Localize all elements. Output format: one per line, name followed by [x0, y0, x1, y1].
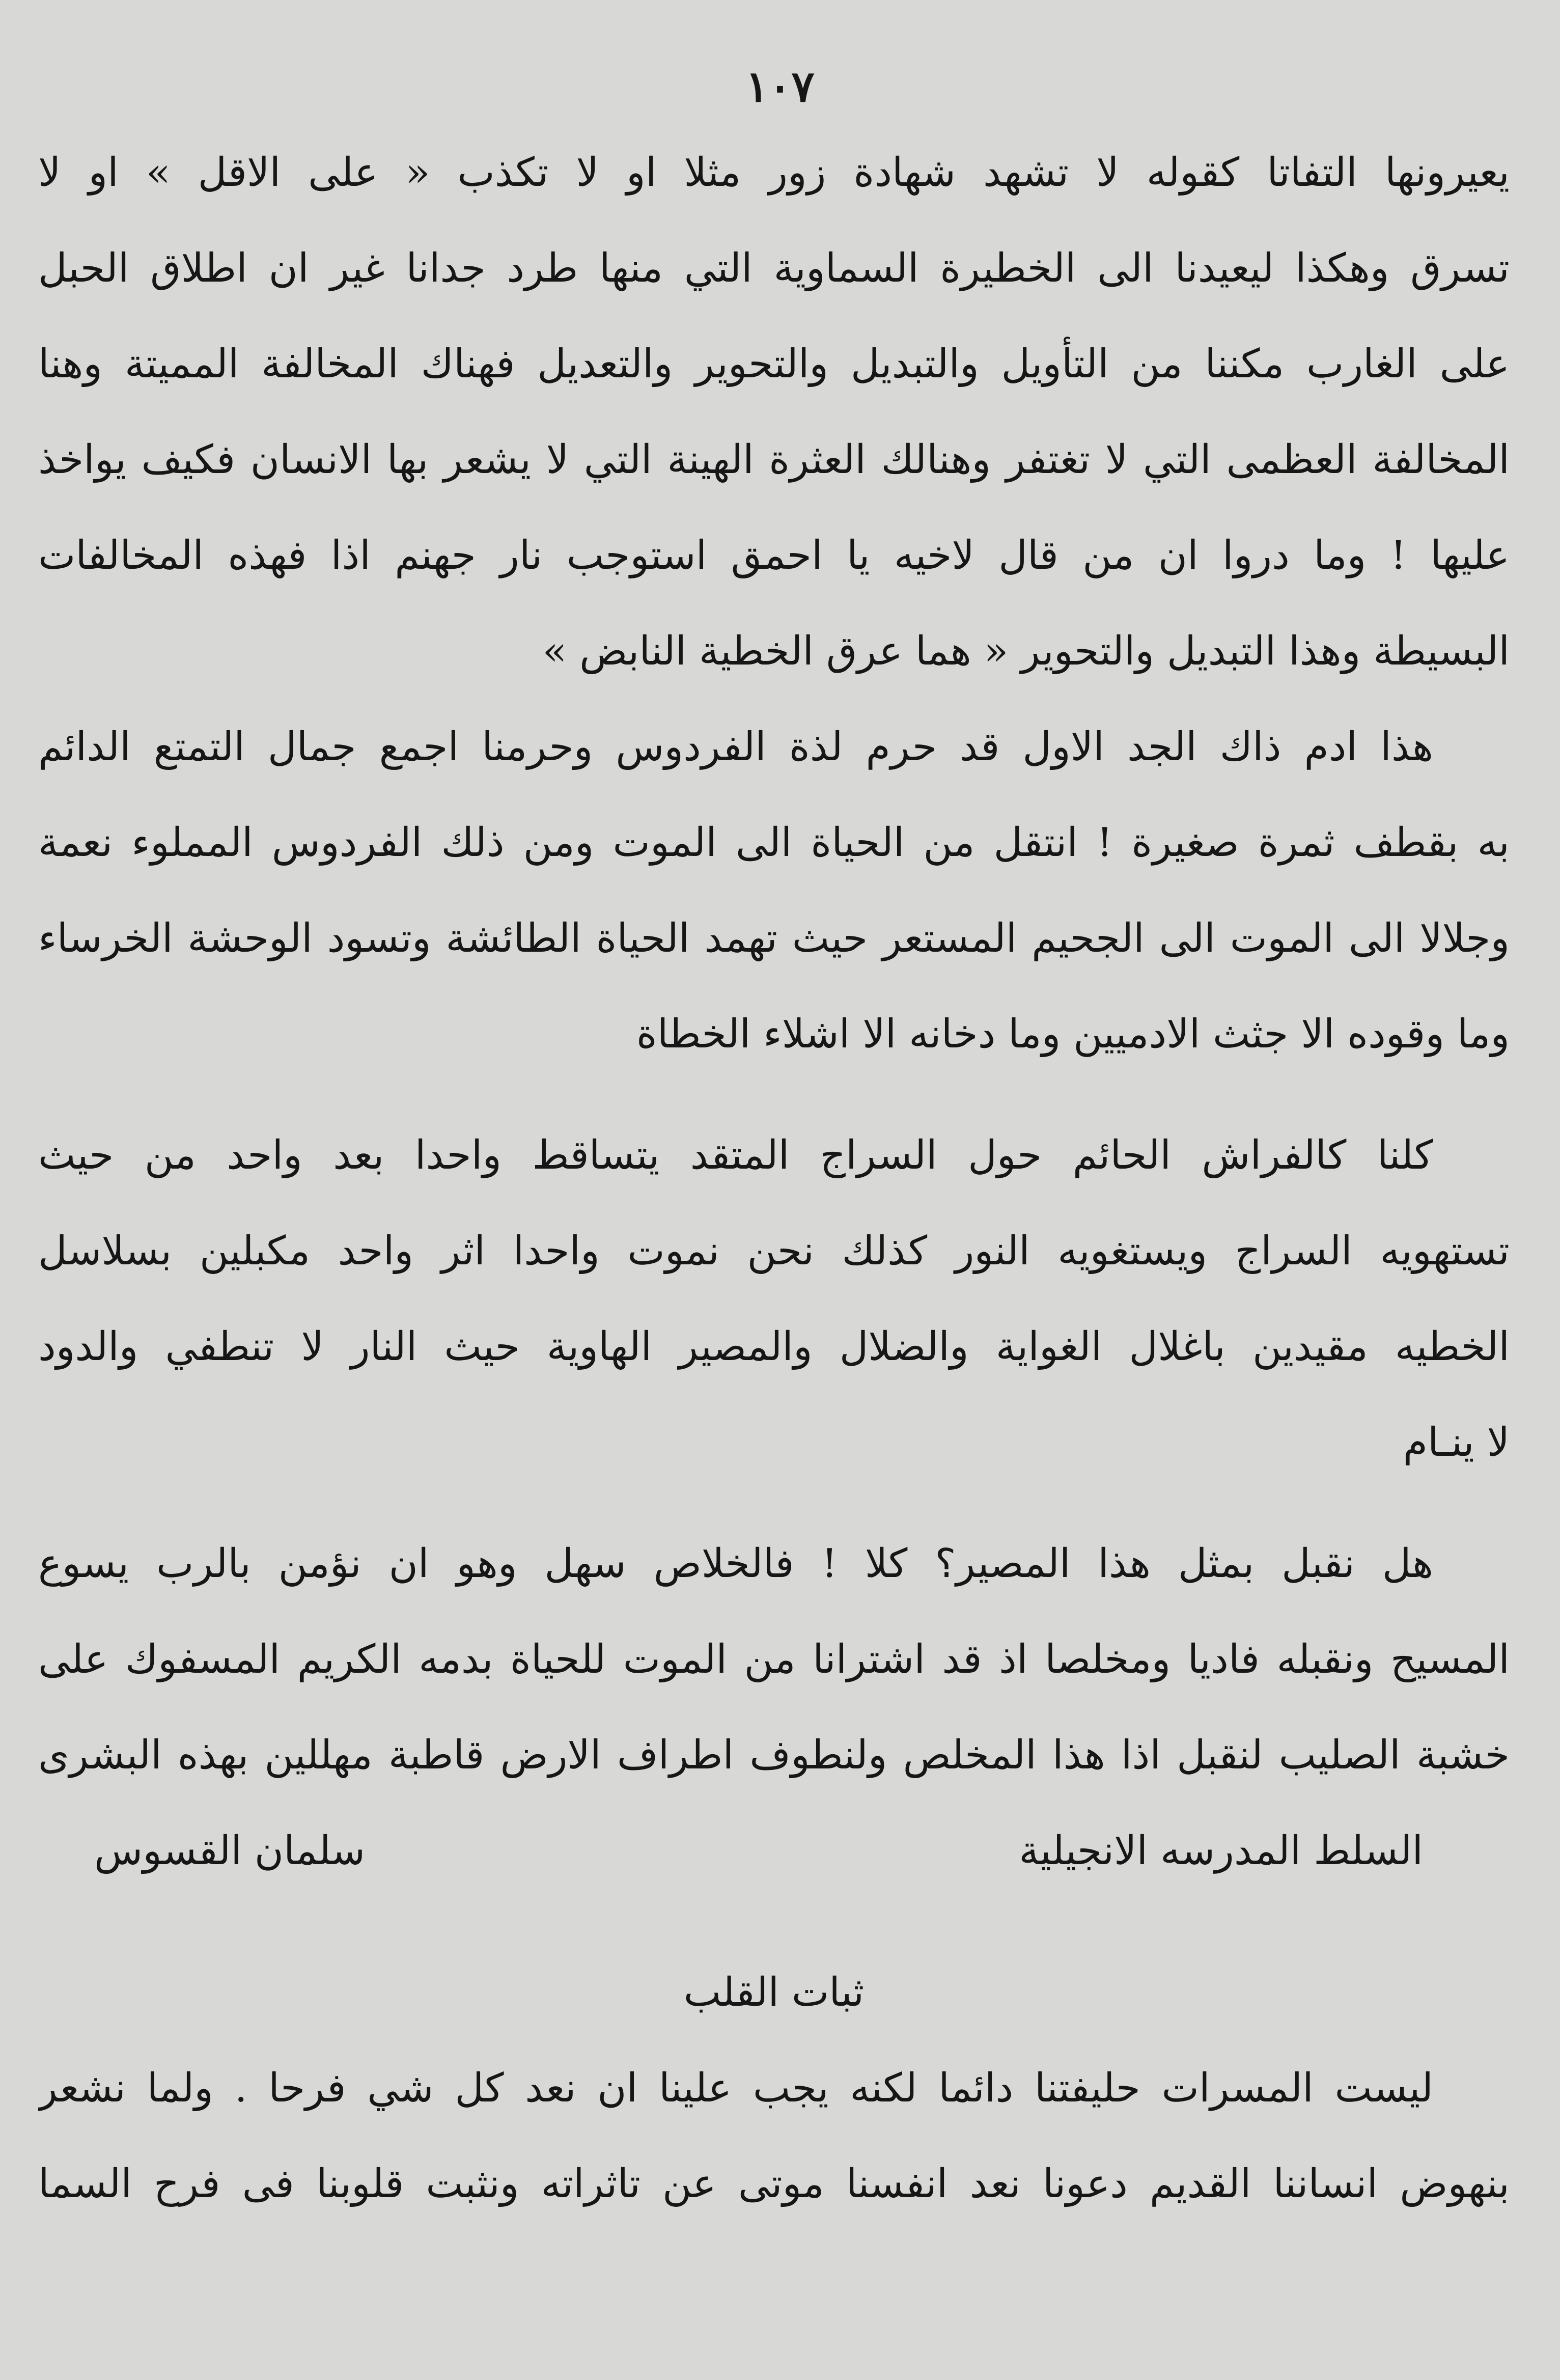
text-line: البسيطة وهذا التبديل والتحوير « هما عرق الخطية النابض »: [542, 628, 1510, 674]
signature-author: سلمان القسوس: [94, 1828, 366, 1874]
text-line: عليها ! وما دروا ان من قال لاخيه يا احمق استوجب نار جهنم اذا فهذه المخالفات: [38, 533, 1510, 578]
text-line: المسيح ونقبله فاديا ومخلصا اذ قد اشترانا من الموت للحياة بدمه الكريم المسفوك على: [38, 1637, 1510, 1682]
text-line: تسرق وهكذا ليعيدنا الى الخطيرة السماوية التي منها طرد جدانا غير ان اطلاق الحبل: [38, 245, 1510, 291]
text-line: على الغارب مكننا من التأويل والتبديل والتحوير والتعديل فهناك المخالفة المميتة وهنا: [38, 341, 1510, 387]
text-line: به بقطف ثمرة صغيرة ! انتقل من الحياة الى الموت ومن ذلك الفردوس المملوء نعمة: [38, 820, 1510, 866]
text-line: وما وقوده الا جثث الادميين وما دخانه الا اشلاء الخطاة: [636, 1011, 1510, 1057]
text-line: الخطيه مقيدين باغلال الغواية والضلال والمصير الهاوية حيث النار لا تنطفي والدود: [38, 1324, 1510, 1370]
text-line: لا ينـام: [1403, 1420, 1510, 1465]
text-line: خشبة الصليب لنقبل اذا هذا المخلص ولنطوف اطراف الارض قاطبة مهللين بهذه البشرى: [38, 1732, 1510, 1778]
text-line: يعيرونها التفاتا كقوله لا تشهد شهادة زور مثلا او لا تكذب « على الاقل » او لا: [38, 150, 1510, 196]
text-line: المخالفة العظمى التي لا تغتفر وهنالك العثرة الهينة التي لا يشعر بها الانسان فكيف يواخذ: [38, 437, 1510, 483]
text-line: هل نقبل بمثل هذا المصير؟ كلا ! فالخلاص سهل وهو ان نؤمن بالرب يسوع: [38, 1541, 1433, 1587]
text-line: وجلالا الى الموت الى الجحيم المستعر حيث تهمد الحياة الطائشة وتسود الوحشة الخرساء: [38, 916, 1510, 961]
signature-place: السلط المدرسه الانجيلية: [1019, 1828, 1423, 1874]
text-line: ليست المسرات حليفتنا دائما لكنه يجب علينا ان نعد كل شي فرحا . ولما نشعر: [38, 2065, 1433, 2111]
signature-line: [38, 1803, 1510, 1899]
text-line: كلنا كالفراش الحائم حول السراج المتقد يتساقط واحدا بعد واحد من حيث: [38, 1132, 1433, 1178]
text-line: هذا ادم ذاك الجد الاول قد حرم لذة الفردوس وحرمنا اجمع جمال التمتع الدائم: [38, 724, 1433, 770]
text-line: تستهويه السراج ويستغويه النور كذلك نحن نموت واحدا اثر واحد مكبلين بسلاسل: [38, 1228, 1510, 1274]
main-text: [38, 125, 1510, 2232]
page-number: ١٠٧: [745, 61, 815, 112]
text-line: بنهوض انساننا القديم دعونا نعد انفسنا موتى عن تاثراته ونثبت قلوبنا فى فرح السما: [38, 2161, 1510, 2207]
section-heading: ثبات القلب: [683, 1970, 865, 2015]
